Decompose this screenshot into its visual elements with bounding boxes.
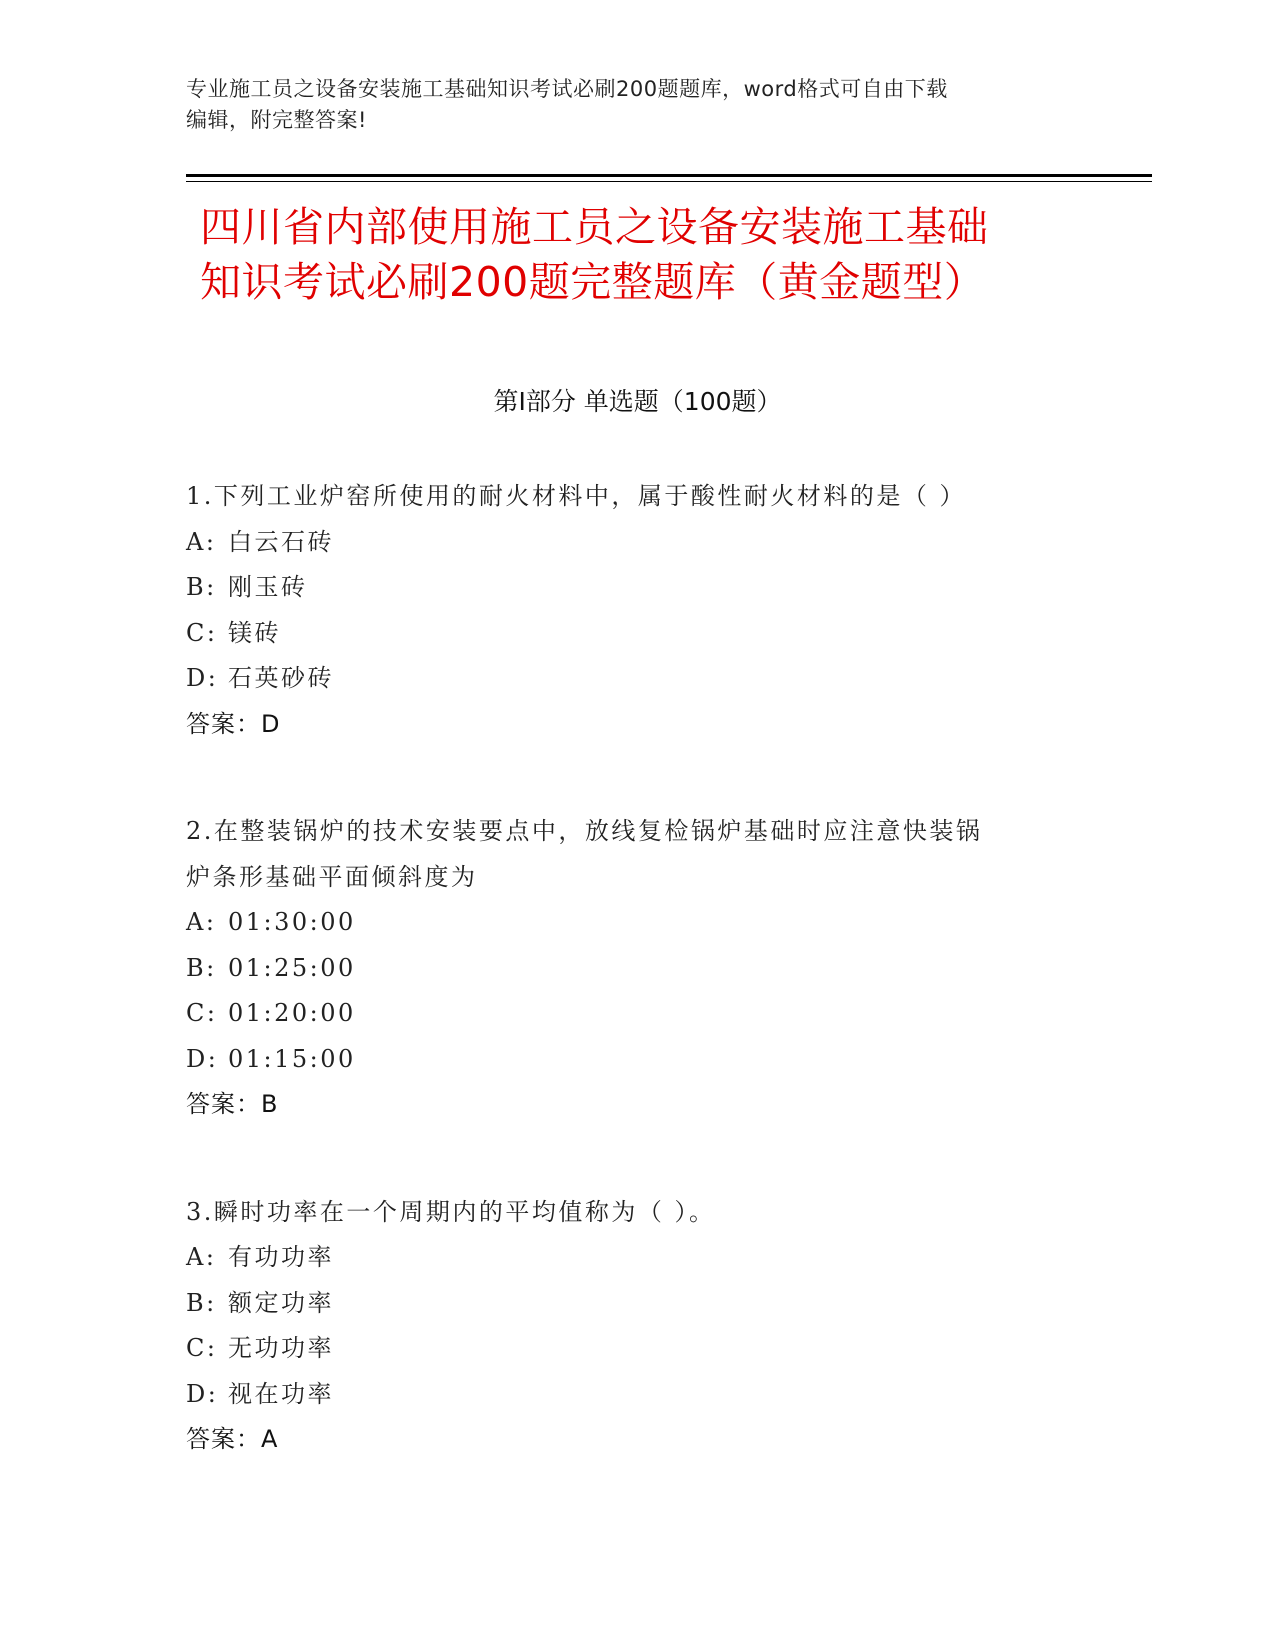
option-text: 镁砖 bbox=[228, 618, 281, 647]
option-text: 01:15:00 bbox=[228, 1044, 356, 1073]
option-letter: D: bbox=[186, 1044, 219, 1073]
option-d bbox=[186, 1037, 1086, 1083]
question-stem: 1.下列工业炉窑所使用的耐火材料中，属于酸性耐火材料的是（ ） bbox=[186, 482, 967, 510]
option-letter: B: bbox=[186, 953, 217, 982]
option-text: 01:25:00 bbox=[228, 953, 356, 982]
option-a bbox=[186, 900, 1086, 946]
option-b bbox=[186, 946, 1086, 992]
header-note-line1: 专业施工员之设备安装施工基础知识考试必刷200题题库，word格式可自由下载 bbox=[186, 77, 948, 101]
option-text: 01:30:00 bbox=[228, 908, 356, 936]
option-a bbox=[186, 1235, 1086, 1281]
option-text: 刚玉砖 bbox=[228, 573, 308, 601]
option-text: 无功功率 bbox=[228, 1334, 334, 1362]
option-letter: A: bbox=[186, 1243, 217, 1271]
question-3 bbox=[186, 1190, 1086, 1463]
option-letter: C: bbox=[186, 618, 218, 647]
answer: 答案：B bbox=[186, 1090, 279, 1118]
option-letter: C: bbox=[186, 999, 218, 1027]
option-d bbox=[186, 656, 1086, 702]
option-text: 额定功率 bbox=[228, 1288, 334, 1317]
question-1 bbox=[186, 474, 1086, 747]
option-letter: B: bbox=[186, 1288, 217, 1317]
spacer bbox=[186, 1128, 1086, 1190]
option-text: 白云石砖 bbox=[228, 527, 334, 556]
option-d bbox=[186, 1372, 1086, 1418]
header-divider-thin bbox=[186, 181, 1152, 182]
question-list bbox=[186, 474, 1086, 1463]
question-stem-continued: 炉条形基础平面倾斜度为 bbox=[186, 862, 478, 891]
option-letter: A: bbox=[186, 527, 217, 556]
document-title-line2: 知识考试必刷200题完整题库（黄金题型） bbox=[200, 258, 986, 306]
document-title bbox=[200, 200, 1100, 310]
option-c bbox=[186, 1326, 1086, 1372]
spacer bbox=[186, 747, 1086, 809]
option-text: 01:20:00 bbox=[228, 999, 356, 1027]
option-letter: C: bbox=[186, 1334, 218, 1362]
option-b bbox=[186, 565, 1086, 611]
option-letter: B: bbox=[186, 573, 217, 601]
option-text: 视在功率 bbox=[228, 1379, 334, 1408]
option-text: 有功功率 bbox=[228, 1243, 334, 1271]
question-2 bbox=[186, 809, 1086, 1128]
option-a bbox=[186, 520, 1086, 566]
option-b bbox=[186, 1281, 1086, 1327]
section-heading: 第Ⅰ部分 单选题（100题） bbox=[493, 387, 782, 416]
header-note bbox=[186, 74, 1086, 136]
header-note-line2: 编辑，附完整答案! bbox=[186, 108, 367, 132]
answer: 答案：A bbox=[186, 1425, 279, 1453]
option-text: 石英砂砖 bbox=[228, 664, 334, 692]
option-letter: A: bbox=[186, 908, 217, 936]
question-stem: 2.在整装锅炉的技术安装要点中，放线复检锅炉基础时应注意快装锅 bbox=[186, 817, 983, 845]
option-c bbox=[186, 611, 1086, 657]
header-divider-thick bbox=[186, 174, 1152, 177]
option-letter: D: bbox=[186, 1379, 219, 1408]
answer: 答案：D bbox=[186, 709, 281, 738]
option-letter: D: bbox=[186, 664, 219, 692]
question-stem: 3.瞬时功率在一个周期内的平均值称为（ ）。 bbox=[186, 1197, 716, 1226]
option-c bbox=[186, 991, 1086, 1037]
document-title-line1: 四川省内部使用施工员之设备安装施工基础 bbox=[200, 203, 989, 251]
